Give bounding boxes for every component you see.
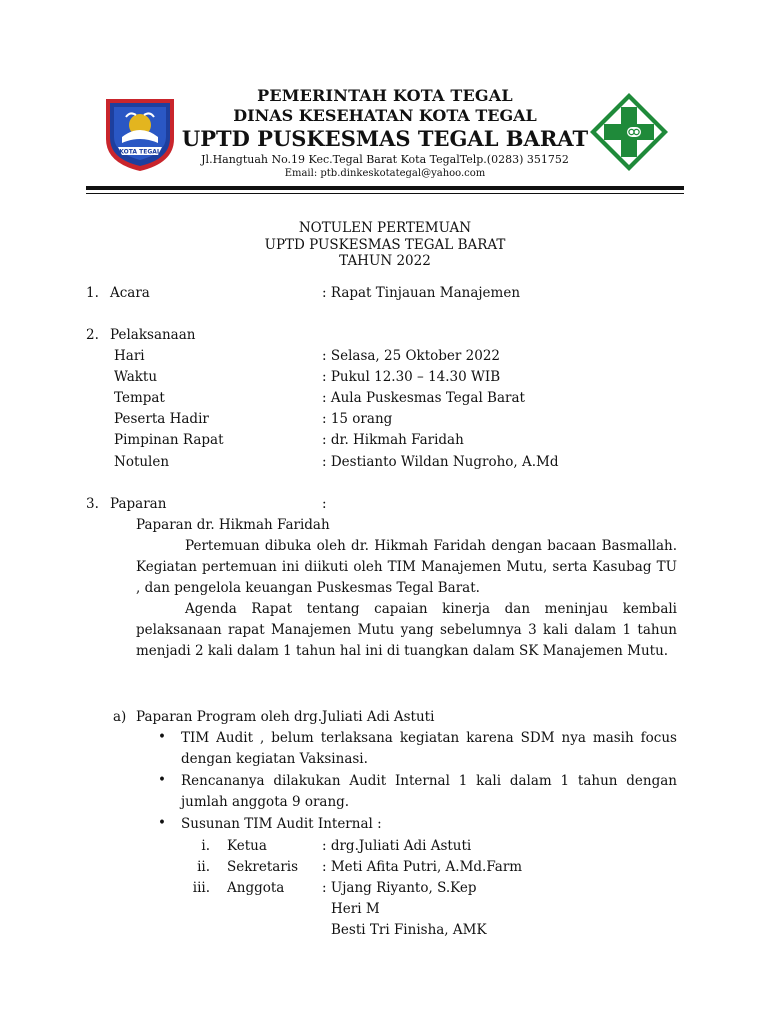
title-line-2: UPTD PUSKESMAS TEGAL BARAT [264, 236, 506, 253]
team-role-ketua: Ketua [227, 838, 267, 854]
paragraph-agenda-text: Agenda Rapat tentang capaian kinerja dan meninjau kembali pelaksanaan rapat Manajemen Mutu yang sebelumnya 3 kali dalam 1 tahun menjadi 2 kali dalam 1 tahun hal ini di tuangkan dalam SK Manajemen Mutu. [136, 601, 677, 659]
kota-tegal-seal-logo [100, 93, 180, 173]
section-3-number: 3. [86, 496, 99, 512]
letterhead [180, 86, 590, 181]
bullet-dot: • [158, 772, 166, 788]
team-role-sekretaris: Sekretaris [227, 859, 299, 875]
section-1-value: : Rapat Tinjauan Manajemen [322, 285, 521, 301]
detail-value-tempat: : Aula Puskesmas Tegal Barat [322, 390, 525, 406]
team-member-extra-1: Heri M [331, 901, 380, 917]
section-1-number: 1. [86, 285, 99, 301]
section-3-colon: : [322, 496, 327, 512]
detail-label-waktu: Waktu [114, 369, 158, 385]
team-value-ketua: : drg.Juliati Adi Astuti [322, 838, 472, 854]
bullet-dot: • [158, 729, 166, 745]
bullet-item-3: Susunan TIM Audit Internal : [181, 816, 382, 832]
paragraph-agenda [136, 599, 677, 662]
subsection-a-title: Paparan Program oleh drg.Juliati Adi Astuti [136, 709, 435, 725]
bullet-item-1 [181, 728, 677, 770]
detail-value-pimpinan: : dr. Hikmah Faridah [322, 432, 464, 448]
letterhead-divider-thin [86, 193, 684, 194]
section-1-label: Acara [110, 285, 150, 301]
bullet-item-2-text: Rencananya dilakukan Audit Internal 1 kali dalam 1 tahun dengan jumlah anggota 9 orang. [181, 773, 677, 810]
team-numeral-3: iii. [192, 880, 210, 896]
letterhead-address: Jl.Hangtuah No.19 Kec.Tegal Barat Kota TegalTelp.(0283) 351752 [201, 153, 569, 166]
team-value-anggota: : Ujang Riyanto, S.Kep [322, 880, 477, 896]
letterhead-institution: UPTD PUSKESMAS TEGAL BARAT [181, 126, 589, 151]
detail-value-peserta: : 15 orang [322, 411, 393, 427]
letterhead-divider-thick [86, 186, 684, 190]
team-numeral-1: i. [201, 838, 210, 854]
bullet-item-1-text: TIM Audit , belum terlaksana kegiatan karena SDM nya masih focus dengan kegiatan Vaksinasi. [181, 730, 677, 767]
puskesmas-logo [588, 91, 670, 173]
team-numeral-2: ii. [197, 859, 210, 875]
team-member-extra-2: Besti Tri Finisha, AMK [331, 922, 487, 938]
detail-value-hari: : Selasa, 25 Oktober 2022 [322, 348, 501, 364]
section-2-label: Pelaksanaan [110, 327, 196, 343]
document-title [200, 220, 570, 270]
letterhead-email: Email: ptb.dinkeskotategal@yahoo.com [284, 168, 486, 179]
paragraph-opening-text: Pertemuan dibuka oleh dr. Hikmah Faridah dengan bacaan Basmallah. Kegiatan pertemuan ini diikuti oleh TIM Manajemen Mutu, serta Kasubag TU , dan pengelola keuangan Puskesmas Tegal Barat. [136, 538, 677, 596]
team-role-anggota: Anggota [227, 880, 285, 896]
detail-label-hari: Hari [114, 348, 145, 364]
detail-value-notulen: : Destianto Wildan Nugroho, A.Md [322, 454, 559, 470]
title-line-1: NOTULEN PERTEMUAN [298, 220, 472, 236]
detail-label-tempat: Tempat [114, 390, 165, 406]
detail-label-pimpinan: Pimpinan Rapat [114, 432, 224, 448]
bullet-item-2 [181, 771, 677, 813]
section-3-subheading: Paparan dr. Hikmah Faridah [136, 517, 330, 533]
seal-label: KOTA TEGAL [119, 148, 161, 156]
bullet-dot: • [158, 815, 166, 831]
section-3-label: Paparan [110, 496, 167, 512]
letterhead-department: DINAS KESEHATAN KOTA TEGAL [233, 106, 537, 125]
subsection-a-marker: a) [113, 709, 127, 725]
title-line-3: TAHUN 2022 [339, 253, 431, 269]
detail-label-notulen: Notulen [114, 454, 170, 470]
section-2-number: 2. [86, 327, 99, 343]
detail-value-waktu: : Pukul 12.30 – 14.30 WIB [322, 369, 501, 385]
team-value-sekretaris: : Meti Afita Putri, A.Md.Farm [322, 859, 523, 875]
letterhead-government: PEMERINTAH KOTA TEGAL [257, 86, 513, 105]
detail-label-peserta: Peserta Hadir [114, 411, 209, 427]
paragraph-opening [136, 536, 677, 599]
